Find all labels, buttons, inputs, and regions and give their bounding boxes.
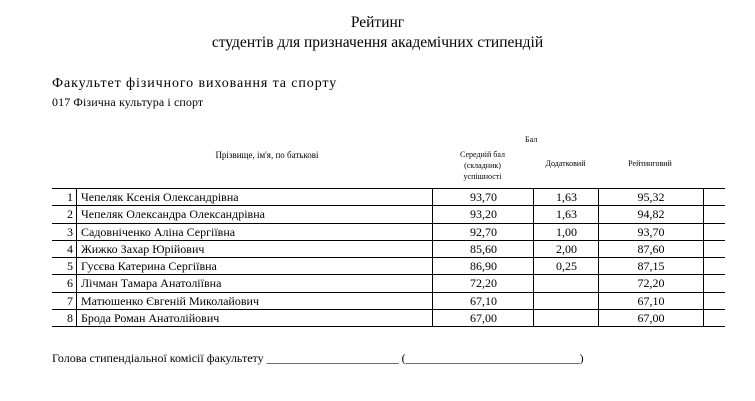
specialty-label: 017 Фізична культура і спорт bbox=[52, 95, 204, 109]
student-name: Гусєва Катерина Сергіївна bbox=[81, 259, 217, 274]
trailing-cell bbox=[702, 241, 725, 257]
rating-score: 67,10 bbox=[598, 293, 704, 309]
trailing-cell bbox=[702, 310, 725, 326]
trailing-cell bbox=[702, 224, 725, 240]
avg-score: 85,60 bbox=[432, 241, 534, 257]
ball-group-header: Бал bbox=[525, 135, 538, 144]
extra-score: 1,63 bbox=[533, 206, 599, 222]
row-number: 1 bbox=[52, 189, 77, 205]
trailing-cell bbox=[702, 293, 725, 309]
table-row bbox=[52, 293, 725, 310]
rating-score: 94,82 bbox=[598, 206, 704, 222]
table-row bbox=[52, 275, 725, 292]
page-subtitle: студентів для призначення академічних стипендій bbox=[211, 34, 544, 51]
rating-score: 93,70 bbox=[598, 224, 704, 240]
row-number: 6 bbox=[52, 275, 77, 291]
extra-score bbox=[533, 275, 599, 291]
row-number: 5 bbox=[52, 258, 77, 274]
rating-score: 67,00 bbox=[598, 310, 704, 326]
student-name: Лічман Тамара Анатоліївна bbox=[81, 276, 222, 291]
page-title: Рейтинг bbox=[350, 14, 405, 31]
row-number: 4 bbox=[52, 241, 77, 257]
avg-score: 72,20 bbox=[432, 275, 534, 291]
avg-column-header-line1: Середній бал bbox=[460, 150, 505, 159]
rating-score: 87,60 bbox=[598, 241, 704, 257]
extra-score bbox=[533, 293, 599, 309]
table-row bbox=[52, 241, 725, 258]
row-number: 2 bbox=[52, 206, 77, 222]
table-row bbox=[52, 310, 725, 327]
extra-score bbox=[533, 310, 599, 326]
extra-column-header: Додатковий bbox=[545, 159, 586, 168]
student-name: Матюшенко Євгеній Миколайович bbox=[81, 293, 259, 308]
rating-score: 87,15 bbox=[598, 258, 704, 274]
student-name: Чепеляк Олександра Олександрівна bbox=[81, 207, 265, 222]
trailing-cell bbox=[702, 189, 725, 205]
name-column-header: Прізвище, ім'я, по батькові bbox=[215, 150, 319, 160]
rating-table bbox=[52, 188, 725, 327]
trailing-cell bbox=[702, 206, 725, 222]
table-row bbox=[52, 188, 725, 206]
avg-column-header-line3: успішності bbox=[463, 172, 502, 181]
student-name: Брода Роман Анатолійович bbox=[81, 311, 220, 326]
student-name: Жижко Захар Юрійович bbox=[81, 241, 205, 256]
commission-signature-line: Голова стипендіальної комісії факультету ______________________ (_____________________________) bbox=[52, 351, 584, 365]
row-number: 3 bbox=[52, 224, 77, 240]
avg-score: 86,90 bbox=[432, 258, 534, 274]
table-row bbox=[52, 206, 725, 223]
student-name: Чепеляк Ксенія Олександрівна bbox=[81, 190, 239, 204]
avg-score: 92,70 bbox=[432, 224, 534, 240]
extra-score: 1,63 bbox=[533, 189, 599, 205]
faculty-label: Факультет фізичного виховання та спорту bbox=[52, 76, 338, 91]
trailing-cell bbox=[702, 258, 725, 274]
trailing-cell bbox=[702, 275, 725, 291]
avg-score: 93,20 bbox=[432, 206, 534, 222]
avg-score: 67,00 bbox=[432, 310, 534, 326]
extra-score: 1,00 bbox=[533, 224, 599, 240]
extra-score: 2,00 bbox=[533, 241, 599, 257]
rating-score: 72,20 bbox=[598, 275, 704, 291]
rating-score: 95,32 bbox=[598, 189, 704, 205]
avg-score: 93,70 bbox=[432, 189, 534, 205]
row-number: 8 bbox=[52, 310, 77, 326]
extra-score: 0,25 bbox=[533, 258, 599, 274]
student-name: Садовніченко Аліна Сергіївна bbox=[81, 224, 236, 239]
avg-score: 67,10 bbox=[432, 293, 534, 309]
row-number: 7 bbox=[52, 293, 77, 309]
table-row bbox=[52, 224, 725, 241]
avg-column-header-line2: (складник) bbox=[464, 161, 501, 170]
table-row bbox=[52, 258, 725, 275]
rating-column-header: Рейтинговий bbox=[628, 159, 672, 168]
